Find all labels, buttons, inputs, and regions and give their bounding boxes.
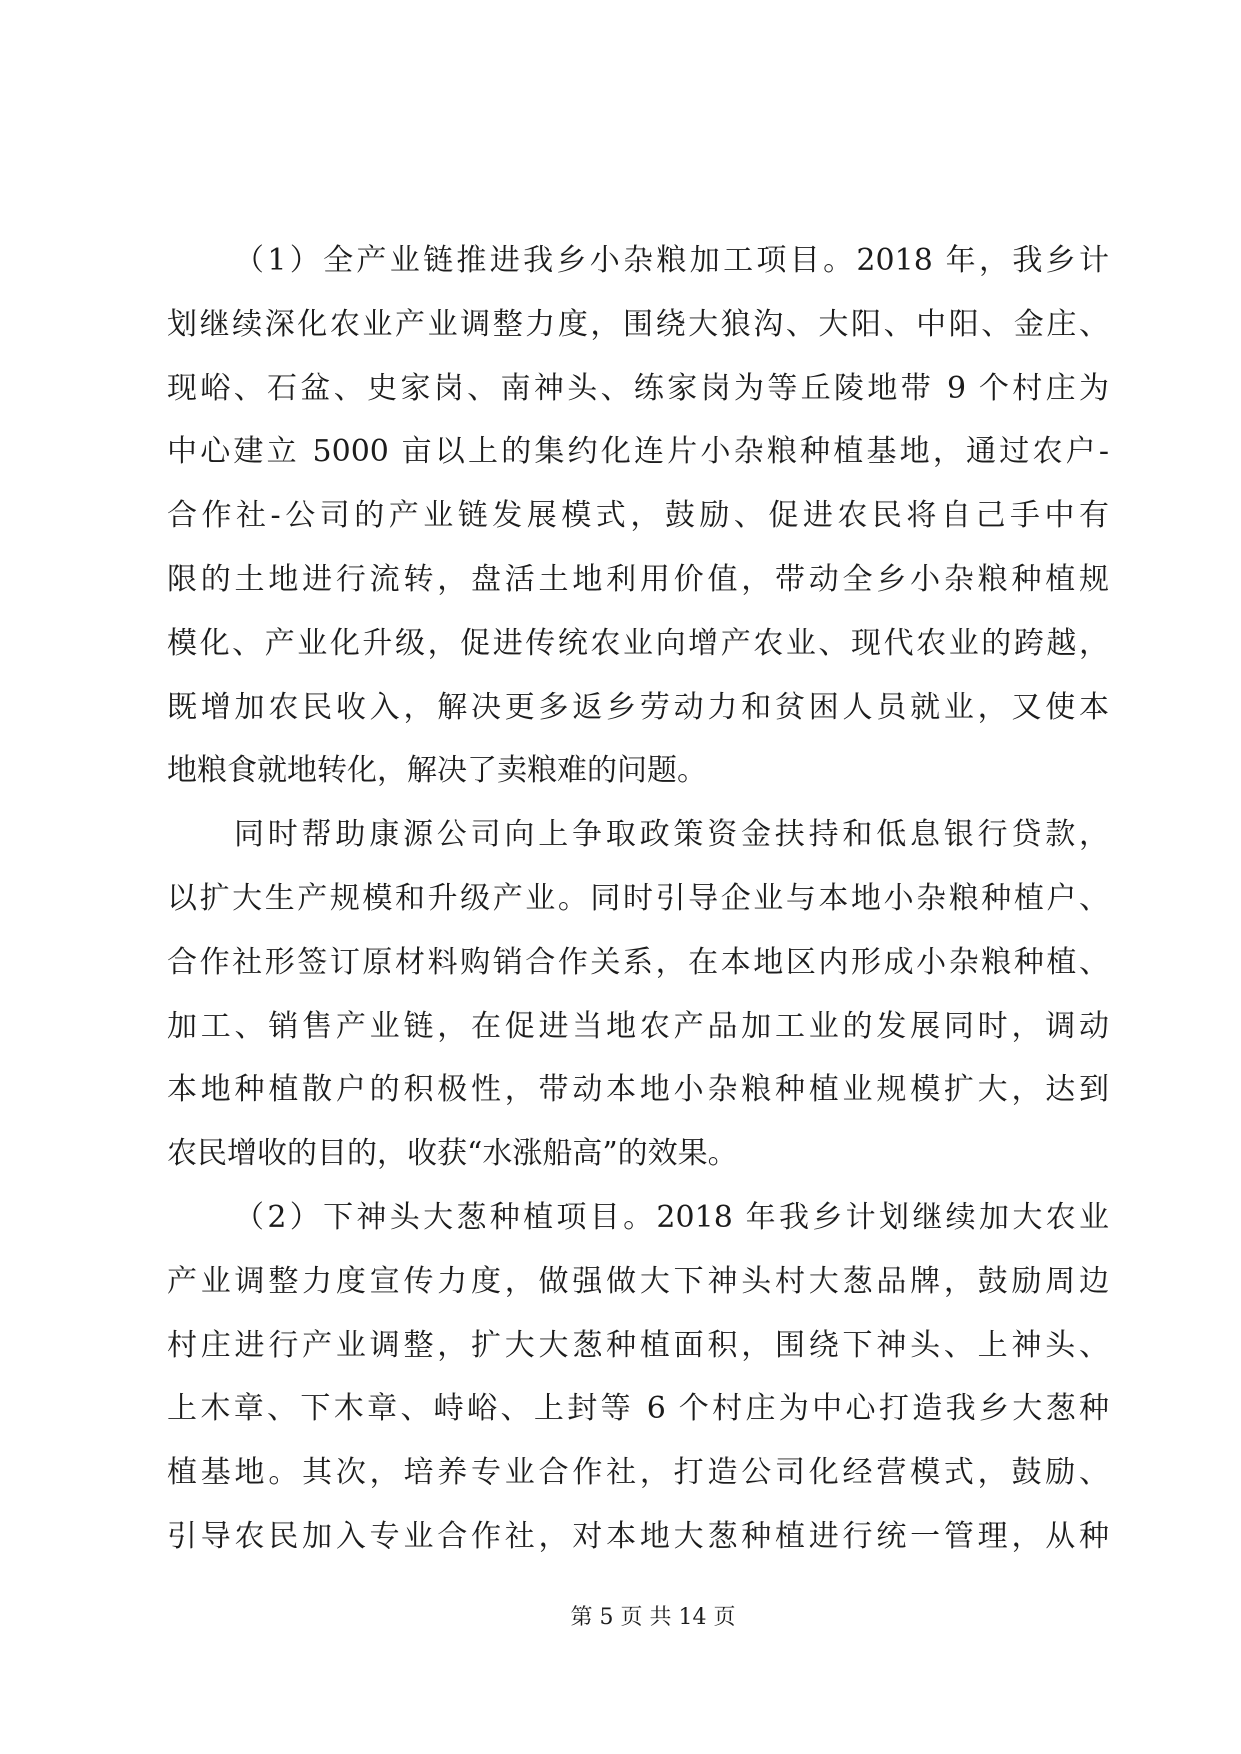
paragraph-line: （1）全产业链推进我乡小杂粮加工项目。2018 年，我乡计 [234, 243, 1109, 278]
paragraph-line: 划继续深化农业产业调整力度，围绕大狼沟、大阳、中阳、金庄、 [167, 306, 1109, 342]
paragraph-line: 上木章、下木章、峙峪、上封等 6 个村庄为中心打造我乡大葱种 [167, 1391, 1109, 1427]
paragraph-line: 加工、销售产业链，在促进当地农产品加工业的发展同时，调动 [167, 1008, 1109, 1044]
page-number-footer: 第 5 页 共 14 页 [570, 1605, 736, 1630]
paragraph-line: 模化、产业化升级，促进传统农业向增产农业、现代农业的跨越， [167, 625, 1109, 661]
paragraph-line: 限的土地进行流转，盘活土地利用价值，带动全乡小杂粮种植规 [167, 561, 1109, 597]
body-text [167, 229, 1109, 1569]
paragraph-line: 中心建立 5000 亩以上的集约化连片小杂粮种植基地，通过农户- [167, 434, 1109, 470]
paragraph-line: 合作社-公司的产业链发展模式，鼓励、促进农民将自己手中有 [167, 498, 1109, 534]
paragraph-1 [167, 229, 1109, 803]
paragraph-line: 本地种植散户的积极性，带动本地小杂粮种植业规模扩大，达到 [167, 1072, 1109, 1108]
paragraph-line: 引导农民加入专业合作社，对本地大葱种植进行统一管理，从种 [167, 1518, 1109, 1554]
paragraph-line: 现峪、石盆、史家岗、南神头、练家岗为等丘陵地带 9 个村庄为 [167, 370, 1109, 406]
paragraph-line: 植基地。其次，培养专业合作社，打造公司化经营模式，鼓励、 [167, 1455, 1109, 1491]
paragraph-line: 合作社形签订原材料购销合作关系，在本地区内形成小杂粮种植、 [167, 944, 1109, 980]
paragraph-3 [167, 1186, 1109, 1569]
paragraph-line: 村庄进行产业调整，扩大大葱种植面积，围绕下神头、上神头、 [167, 1327, 1109, 1363]
paragraph-line: 产业调整力度宣传力度，做强做大下神头村大葱品牌，鼓励周边 [167, 1263, 1109, 1299]
paragraph-line: 以扩大生产规模和升级产业。同时引导企业与本地小杂粮种植户、 [167, 880, 1109, 916]
paragraph-line: 既增加农民收入，解决更多返乡劳动力和贫困人员就业，又使本 [167, 689, 1109, 725]
paragraph-line: 同时帮助康源公司向上争取政策资金扶持和低息银行贷款， [234, 817, 1109, 853]
paragraph-line: 农民增收的目的，收获“水涨船高”的效果。 [167, 1136, 738, 1172]
paragraph-line: （2）下神头大葱种植项目。2018 年我乡计划继续加大农业 [234, 1199, 1109, 1235]
paragraph-2 [167, 803, 1109, 1186]
paragraph-line: 地粮食就地转化，解决了卖粮难的问题。 [167, 753, 707, 789]
